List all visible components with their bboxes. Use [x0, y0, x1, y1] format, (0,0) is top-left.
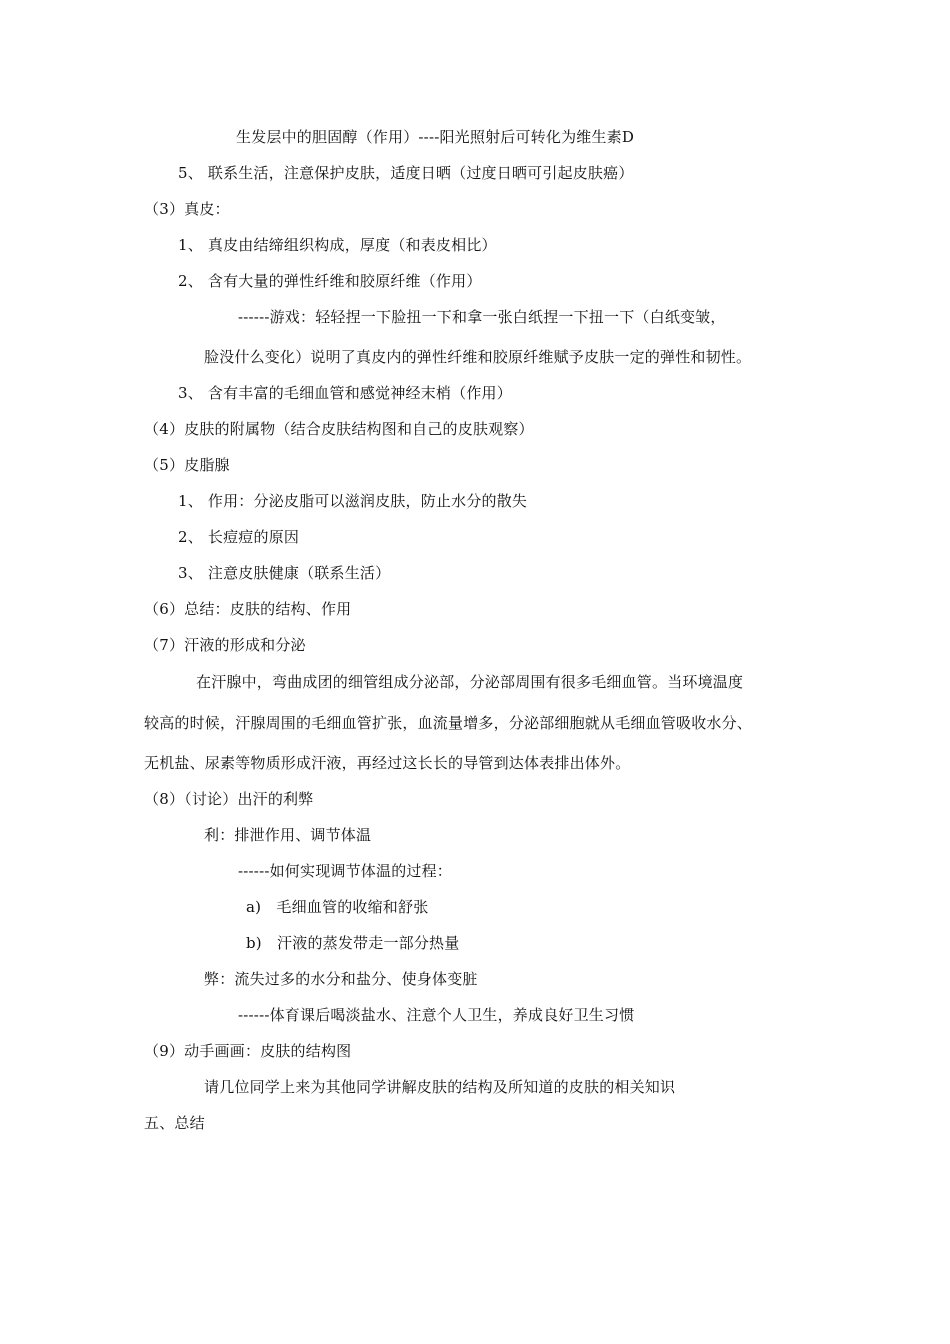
heading-drawing: （9）动手画画：皮肤的结构图 — [144, 1042, 352, 1060]
text-line-sebaceous-3: 3、 注意皮肤健康（联系生活） — [178, 564, 391, 582]
list-item-b: b) 汗液的蒸发带走一部分热量 — [246, 934, 460, 952]
text-line-dermis-1: 1、 真皮由结缔组织构成，厚度（和表皮相比） — [178, 236, 497, 254]
heading-discussion: （8）（讨论）出汗的利弊 — [144, 790, 314, 808]
heading-dermis: （3）真皮： — [144, 200, 230, 218]
text-line-dermis-3: 3、 含有丰富的毛细血管和感觉神经末梢（作用） — [178, 384, 512, 402]
text-line-advice: ------体育课后喝淡盐水、注意个人卫生，养成良好卫生习惯 — [238, 1006, 635, 1024]
text-line-game: ------游戏：轻轻捏一下脸扭一下和拿一张白纸捏一下扭一下（白纸变皱， — [238, 308, 726, 326]
paragraph-sweat-line-1: 在汗腺中，弯曲成团的细管组成分泌部，分泌部周围有很多毛细血管。当环境温度 — [196, 673, 744, 691]
text-line-game-result: 脸没什么变化）说明了真皮内的弹性纤维和胶原纤维赋予皮肤一定的弹性和韧性。 — [204, 348, 752, 366]
text-line-regulation: ------如何实现调节体温的过程： — [238, 862, 453, 880]
text-line-dermis-2: 2、 含有大量的弹性纤维和胶原纤维（作用） — [178, 272, 482, 290]
text-line-sebaceous-2: 2、 长痘痘的原因 — [178, 528, 300, 546]
text-line-students: 请几位同学上来为其他同学讲解皮肤的结构及所知道的皮肤的相关知识 — [204, 1078, 676, 1096]
text-line-drawback: 弊：流失过多的水分和盐分、使身体变脏 — [204, 970, 478, 988]
heading-sebaceous-gland: （5）皮脂腺 — [144, 456, 230, 474]
heading-five-summary: 五、总结 — [144, 1114, 205, 1132]
text-line-benefit: 利：排泄作用、调节体温 — [204, 826, 372, 844]
text-line-sebaceous-1: 1、 作用：分泌皮脂可以滋润皮肤，防止水分的散失 — [178, 492, 528, 510]
text-line-sun-protection: 5、 联系生活，注意保护皮肤，适度日晒（过度日晒可引起皮肤癌） — [178, 164, 634, 182]
heading-sweat: （7）汗液的形成和分泌 — [144, 636, 306, 654]
paragraph-sweat-line-3: 无机盐、尿素等物质形成汗液，再经过这长长的导管到达体表排出体外。 — [144, 754, 631, 772]
text-line-vitamin-d: 生发层中的胆固醇（作用）----阳光照射后可转化为维生素D — [236, 128, 635, 146]
paragraph-sweat-line-2: 较高的时候，汗腺周围的毛细血管扩张，血流量增多，分泌部细胞就从毛细血管吸收水分、 — [144, 714, 753, 732]
heading-appendages: （4）皮肤的附属物（结合皮肤结构图和自己的皮肤观察） — [144, 420, 534, 438]
heading-summary-skin: （6）总结：皮肤的结构、作用 — [144, 600, 352, 618]
list-item-a: a) 毛细血管的收缩和舒张 — [246, 898, 429, 916]
